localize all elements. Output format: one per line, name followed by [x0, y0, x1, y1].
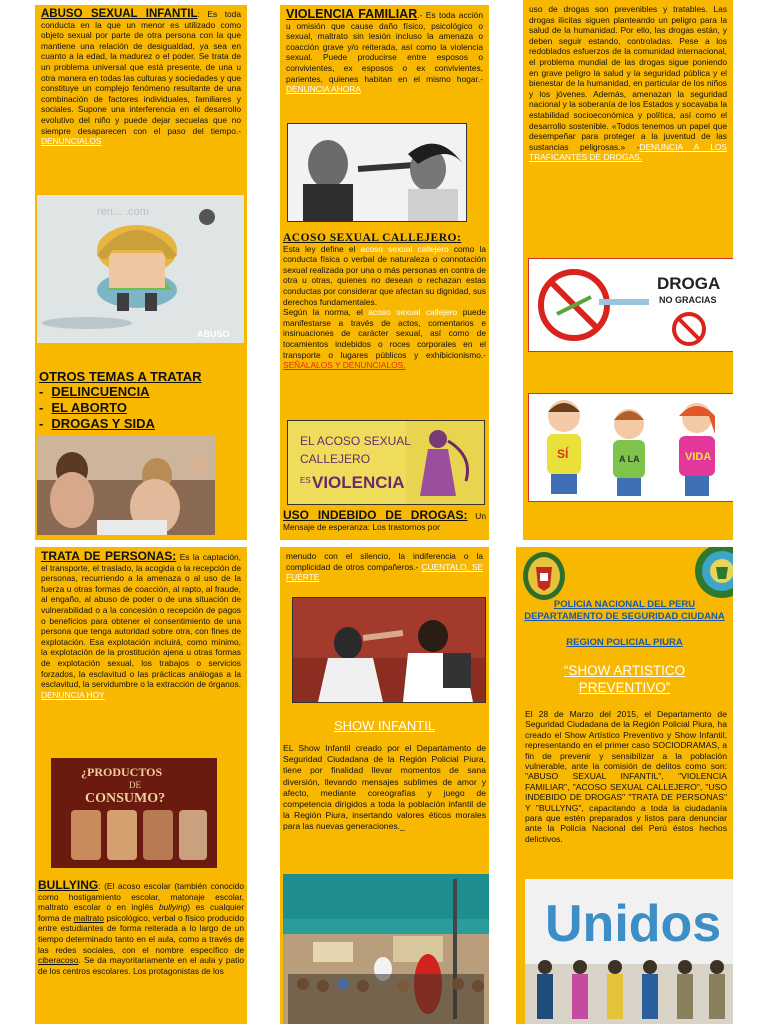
org-name-1: POLICIA NACIONAL DEL PERU [553, 599, 696, 610]
region-label: REGION POLICIAL PIURA [566, 637, 683, 648]
bullying-title: BULLYING [38, 878, 99, 892]
si-a-la-vida-image [528, 393, 733, 502]
svg-text:NO GRACIAS: NO GRACIAS [659, 295, 717, 305]
violencia-link[interactable]: DENUNCIA AHORA [286, 84, 361, 95]
svg-text:ES: ES [300, 476, 311, 485]
show-artistico-title: “SHOW ARTISTICO PREVENTIVO” [563, 663, 686, 695]
svg-text:SÍ: SÍ [557, 447, 569, 461]
pnp-left-emblem [522, 551, 566, 601]
org-name-2: DEPARTAMENTO DE SEGURIDAD CIUDANA [524, 611, 725, 622]
svg-text:A LA: A LA [619, 454, 640, 464]
drogas-link[interactable]: DENUNCIA A LOS TRAFICANTES DE DROGAS. [529, 141, 727, 163]
svg-text:VIDA: VIDA [685, 451, 712, 463]
acoso-title: ACOSO SEXUAL CALLEJERO: [283, 232, 462, 244]
svg-text:¿PRODUCTOS: ¿PRODUCTOS [81, 765, 163, 779]
abuso-link[interactable]: DENUNCIALOS [41, 136, 102, 147]
trata-paragraph: TRATA DE PERSONAS: Es la captación, el transporte, el traslado, la acogida o la recepción de personas, recurriendo a la amenaza o al uso de la fuerza u otras formas de coacción, al rapto, al fraude, al engaño, al abuso de poder o de una situación de vulnerabilidad o a la concesión o recepción de pagos o beneficios para obtener el consentimiento de una persona que tenga autoridad sobre otra, con fines de explotación. Esa explotación incluirá, como mínimo, la explotación de la prostitución ajena u otras formas de explotación sexual, los trabajos o servicios forzados, la esclavitud o las prácticas análogas a la esclavitud, la servidumbre o la extracción de órganos. DENUNCIA HOY [41, 549, 242, 700]
svg-text:EL ACOSO SEXUAL: EL ACOSO SEXUAL [300, 434, 411, 448]
seguridad-ciudadana-emblem [694, 547, 733, 599]
otros-title: OTROS TEMAS A TRATAR [39, 369, 202, 384]
trata-title: TRATA DE PERSONAS: [41, 549, 177, 563]
droga-no-gracias-image [528, 258, 733, 352]
svg-text:CALLEJERO: CALLEJERO [300, 452, 371, 466]
abuso-title: ABUSO SEXUAL INFANTIL [41, 8, 198, 20]
cuentalo-paragraph: menudo con el silencio, la indiferencia o la complicidad de otros compañeros.- CUENTALO, SE FUERTE [286, 551, 483, 583]
panel-trata [35, 547, 247, 1024]
abuso-paragraph: ABUSO SEXUAL INFANTIL: Es toda conducta en la que un menor es utilizado como objeto sexual por parte de otra persona con la que mantiene una relación de desigualdad, ya sea en cuanto a la edad, la madurez o el poder. Se trata de un problema universal que está presente, de una u otra manera en todas las culturas y sociedades y que constituye un complejo fenómeno resultante de una combinación de factores individuales, familiares y sociales. Supone una interferencia en el desarrollo evolutivo del niño y puede dejar secuelas que no siempre desaparecen con el paso del tiempo.-DENUNCIALOS [41, 8, 241, 147]
show-infantil-title: SHOW INFANTIL [333, 718, 436, 733]
panel-show-infantil [280, 547, 489, 1024]
acoso-banner [287, 420, 485, 505]
panel-policia [516, 547, 733, 1024]
violencia-title: VIOLENCIA FAMILIAR [286, 7, 418, 21]
panel-violencia [280, 5, 489, 540]
show-infantil-paragraph: EL Show Infantil creado por el Departamento de Seguridad Ciudadana de la Región Policial Piura, tiene por finalidad llevar momentos de sana diversión, llevando mensajes sublimes de amor y afecto, mediante coreografías y juego de competencia dirigidos a toda la población infantil de la Región Piura, insertando valores éticos morales para las nuevas generaciones._ [283, 743, 486, 832]
uso-title: USO INDEBIDO DE DROGAS: [283, 508, 468, 522]
otros-temas-block [39, 369, 244, 432]
abuso-img-label: ABUSO [197, 329, 230, 339]
svg-text:DROGA: DROGA [657, 274, 721, 293]
violencia-paragraph: VIOLENCIA FAMILIAR.- Es toda acción u omisión que cause daño físico, psicológico o sexual, maltrato sin lesión incluso la amenaza o coacción grave y/o reiterada, así como la violencia sexual. Puede producirse entre esposos o convivientes, ex esposos o ex convivientes, parientes, quienes habitan en el mismo hogar.-DENUNCIA AHORA [286, 7, 484, 95]
list-item: - DELINCUENCIA [39, 384, 150, 399]
list-item: - DROGAS Y SIDA [39, 416, 155, 431]
otros-photo [37, 435, 215, 535]
policia-paragraph: El 28 de Marzo del 2015, el Departamento de Seguridad Ciudadana de la Región Policial Piura, ha creado el Show Artístico Preventivo y Show Infantil, representando en el primer caso SOCIODRAMAS, a fin de prevenir y sensibilizar a la población vulnerable, ante la comisión de delitos como son: "ABUSO SEXUAL INFANTIL", "VIOLENCIA FAMILIAR", "ACOSO SEXUAL CALLEJERO", "USO INDEBIDO DE DROGAS" "TRATA DE PERSONAS" Y "BULLYNG", capacitando a toda la ciudadanía para que estén preparados y listos para denunciar ante la Policía Nacional del Perú éstos hechos delictivos. [525, 709, 727, 844]
acoso-link[interactable]: SEÑALALOS Y DENUNCIALOS. [283, 360, 406, 371]
violencia-photo [287, 123, 467, 222]
acoso-paragraph: ACOSO SEXUAL CALLEJERO: Esta ley define el acoso sexual callejero como la conducta física o verbal de naturaleza o connotación sexual realizada por una o más personas en contra de otra u otras, quienes no desean o rechazan estas conductas por considerar que afectan su dignidad, sus derechos fundamentales. Según la norma, el acoso sexual callejero puede manifestarse a través de actos, comentarios e insinuaciones de carácter sexual, así como de tocamientos indebidos o roces corporales en el transporte o lugares públicos y exhibicionismo.-SEÑALALOS Y DENUNCIALOS. [283, 232, 486, 371]
uso-paragraph: USO INDEBIDO DE DROGAS: Un Mensaje de esperanza: Los trastornos por [283, 508, 486, 532]
svg-text:DE: DE [129, 780, 141, 790]
panel-abuso [35, 5, 247, 540]
show-infantil-photo [283, 874, 489, 1024]
unidos-photo [525, 879, 733, 1024]
list-item: - EL ABORTO [39, 400, 127, 415]
trata-link[interactable]: DENUNCIA HOY [41, 689, 105, 700]
bullying-photo [292, 597, 486, 703]
svg-text:ren... .com: ren... .com [97, 206, 149, 218]
svg-text:VIOLENCIA: VIOLENCIA [312, 473, 405, 492]
svg-text:CONSUMO?: CONSUMO? [85, 791, 166, 806]
bullying-paragraph: BULLYING: (El acoso escolar (también conocido como hostigamiento escolar, matonaje escolar, maltrato escolar o en inglés bullying) es cualquier forma de maltrato psicológico, verbal o físico producido entre estudiantes de forma reiterada a lo largo de un tiempo determinado tanto en el aula, como a través de las redes sociales, con el nombre específico de ciberacoso. Se da mayoritariamente en el aula y patio de los centros escolares. Los protagonistas de los [38, 878, 244, 976]
otros-list [39, 384, 244, 432]
abuso-illustration [37, 195, 244, 343]
svg-text:Unidos: Unidos [545, 895, 722, 953]
panel-drogas [523, 0, 733, 540]
drogas-paragraph: uso de drogas son prevenibles y tratables. Las drogas ilícitas siguen planteando un peligro para la salud de la humanidad. Por ello, las drogas están, y deben seguir estando, controladas. Pese a los redoblados esfuerzos de la comunidad internacional, el problema mundial de las drogas sigue poniendo en grave peligro la salud y la seguridad pública y el bienestar de la humanidad, en particular de los niños y los jóvenes. Además, amenazan la seguridad nacional y la soberanía de los Estados y socavaba la estabilidad socioeconómica y política, así como el desarrollo sostenible. «Todos tenemos un papel que desempeñar para proteger a la juventud de las sustancias peligrosas.» -DENUNCIA A LOS TRAFICANTES DE DROGAS. [529, 4, 727, 163]
trata-productos-image [51, 758, 217, 868]
cuentalo-link[interactable]: CUENTALO, SE FUERTE [286, 561, 483, 583]
